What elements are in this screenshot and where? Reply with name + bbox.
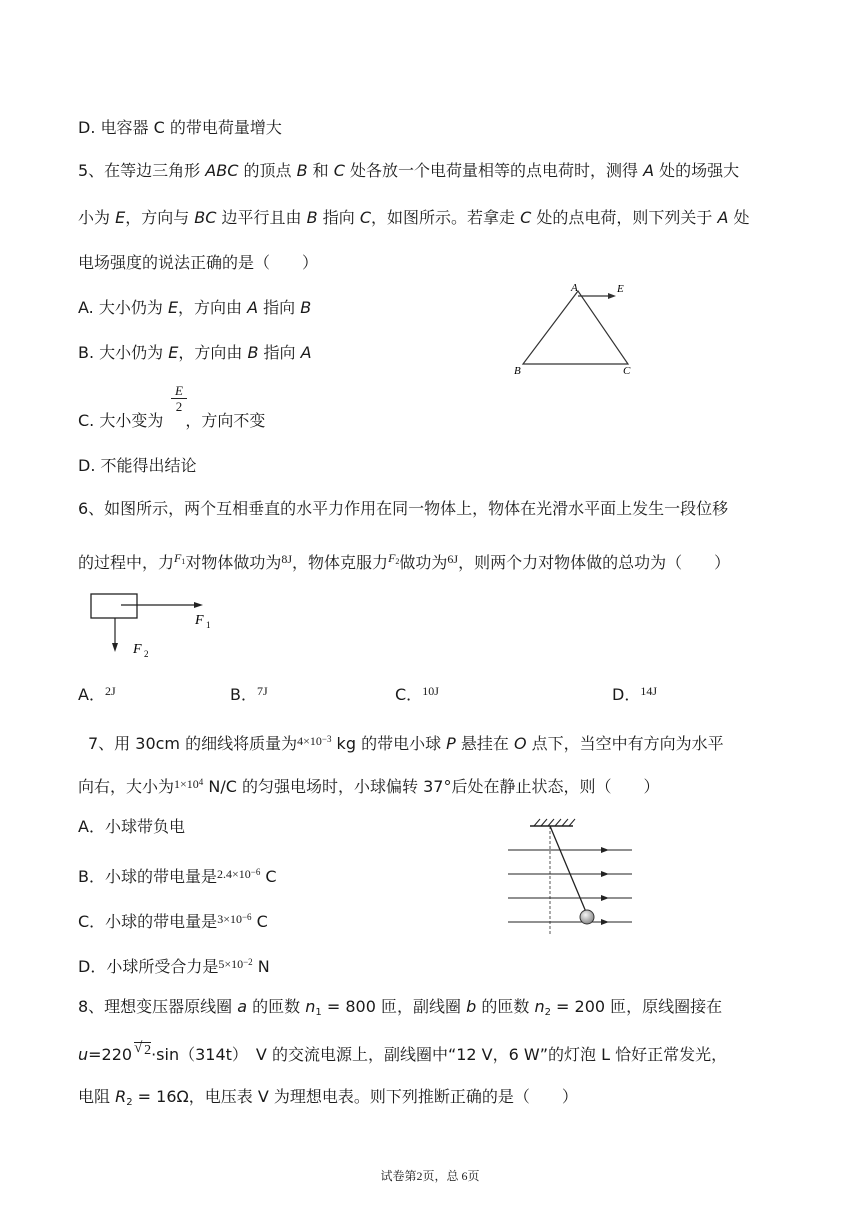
q5-option-a: A. 大小仍为 E，方向由 A 指向 B xyxy=(78,298,312,317)
page-footer: 试卷第2页，总 6页 xyxy=(380,1169,480,1183)
arrow-right-icon xyxy=(194,602,203,608)
q7-option-a: A．小球带负电 xyxy=(78,817,185,836)
q6-option-a: A．$^{2J}$ xyxy=(78,684,116,704)
q8-stem-line1: 8、理想变压器原线圈 a 的匝数 n1 = 800 匝，副线圈 b 的匝数 n2 = 200 匝，原线圈接在 xyxy=(78,997,723,1018)
vertex-label-b: B xyxy=(514,365,521,377)
q8-stem-line2: u=220 √ 2·sin（314t） V 的交流电源上，副线圈中“12 V，6 W”的灯泡 L 恰好正常发光， xyxy=(78,1040,728,1064)
ceiling-hatch xyxy=(534,819,575,826)
vertex-label-a: A xyxy=(571,282,578,294)
triangle-figure xyxy=(505,278,645,378)
triangle-abc xyxy=(523,291,628,364)
q5-stem-line1: 5、在等边三角形 ABC 的顶点 B 和 C 处各放一个电荷量相等的点电荷时，测得 A 处的场强大 xyxy=(78,161,740,180)
charged-ball xyxy=(580,910,594,924)
field-lines xyxy=(508,847,632,925)
q7-option-c: C．小球的带电量是$^{3\times 10-6}$ C xyxy=(78,912,268,931)
q5-stem-line3: 电场强度的说法正确的是（ ） xyxy=(78,253,319,272)
pendulum-field-figure xyxy=(500,812,645,952)
q5-option-b: B. 大小仍为 E，方向由 B 指向 A xyxy=(78,343,312,362)
q5-option-c: C. 大小变为 ，方向不变 xyxy=(78,411,266,430)
q5-option-c-fraction xyxy=(171,383,187,414)
q6-option-d: D．$^{14J}$ xyxy=(612,684,657,704)
q8-stem-line3: 电阻 R2 = 16Ω，电压表 V 为理想电表。则下列推断正确的是（ ） xyxy=(78,1087,578,1108)
arrow-down-icon xyxy=(112,643,118,652)
fraction-numerator: E xyxy=(171,383,187,399)
q7-option-b: B．小球的带电量是$^{2.4\times 10-6}$ C xyxy=(78,867,277,886)
q4-option-d: D. 电容器 C 的带电荷量增大 xyxy=(78,118,282,137)
q5-option-d: D. 不能得出结论 xyxy=(78,456,197,475)
force-label-f2-sub: 2 xyxy=(144,649,149,659)
q5-stem-line2: 小为 E，方向与 BC 边平行且由 B 指向 C，如图所示。若拿走 C 处的点电荷，则下列关于 A 处 xyxy=(78,208,750,227)
q6-option-c: C．$^{10J}$ xyxy=(395,684,439,704)
vertex-label-c: C xyxy=(623,365,631,377)
fraction-denominator: 2 xyxy=(175,399,183,414)
vector-label-e: E xyxy=(617,283,624,295)
force-label-f2: F xyxy=(133,642,142,657)
thread-line xyxy=(550,826,586,912)
q7-stem-line1: 7、用 30cm 的细线将质量为$^{4\times 10-3}$ kg 的带电小球 P 悬挂在 O 点下，当空中有方向为水平 xyxy=(88,734,724,753)
arrow-head-icon xyxy=(608,293,616,299)
q6-stem-line2: 的过程中，力$^{F1}$对物体做功为$^{8J}$，物体克服力$^{F2}$做功为$^{6J}$，则两个力对物体做的总功为（ ） xyxy=(78,551,731,572)
q7-option-d: D．小球所受合力是$^{5\times 10-2}$ N xyxy=(78,957,270,976)
force-label-f1-sub: 1 xyxy=(206,620,211,630)
sqrt-symbol: √ 2 xyxy=(134,1040,152,1058)
q6-stem-line1: 6、如图所示，两个互相垂直的水平力作用在同一物体上，物体在光滑水平面上发生一段位移 xyxy=(78,499,729,518)
object-box xyxy=(91,594,137,618)
forces-figure xyxy=(85,588,235,664)
force-label-f1: F xyxy=(195,613,204,628)
q7-stem-line2: 向右，大小为$^{1\times 104}$ N/C 的匀强电场时，小球偏转 37°后处在静止状态，则（ ） xyxy=(78,777,660,796)
q6-option-b: B．$^{7J}$ xyxy=(230,684,268,704)
